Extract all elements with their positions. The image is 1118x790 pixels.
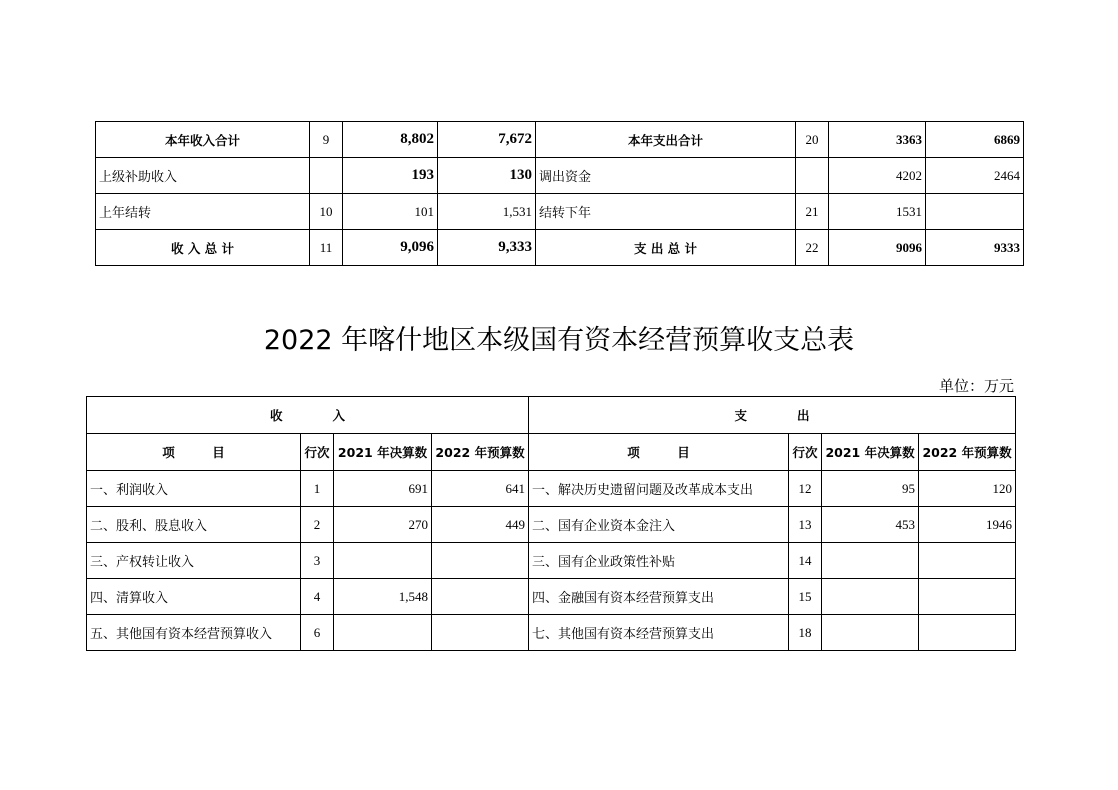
income-2022-cell (432, 579, 529, 615)
expense-section-header: 支 出 (529, 397, 1016, 434)
income-item-cell: 一、利润收入 (87, 471, 301, 507)
income-2022-cell: 7,672 (438, 122, 536, 158)
expense-item-header: 项 目 (529, 434, 789, 471)
income-line-cell: 10 (310, 194, 343, 230)
expense-2022-cell: 6869 (926, 122, 1024, 158)
income-line-cell (310, 158, 343, 194)
top-table-row (96, 158, 1024, 194)
expense-item-cell: 一、解决历史遗留问题及改革成本支出 (529, 471, 789, 507)
expense-2022-cell: 2464 (926, 158, 1024, 194)
budget-table-body (87, 397, 1016, 651)
income-2022-cell (432, 543, 529, 579)
column-header-row (87, 434, 1016, 471)
budget-table (86, 396, 1016, 651)
income-2022-cell: 1,531 (438, 194, 536, 230)
expense-2021-cell (822, 579, 919, 615)
expense-2021-cell: 95 (822, 471, 919, 507)
page-title: 2022 年喀什地区本级国有资本经营预算收支总表 (263, 325, 855, 356)
expense-2022-cell: 120 (919, 471, 1016, 507)
income-line-cell: 2 (301, 507, 334, 543)
table-row (87, 507, 1016, 543)
income-label-cell: 上级补助收入 (96, 158, 310, 194)
expense-2021-cell: 9096 (829, 230, 926, 266)
expense-line-cell: 22 (796, 230, 829, 266)
expense-2021-cell: 4202 (829, 158, 926, 194)
income-line-cell: 4 (301, 579, 334, 615)
expense-2022-header: 2022 年预算数 (919, 434, 1016, 471)
expense-2022-cell (919, 543, 1016, 579)
top-table-row (96, 230, 1024, 266)
expense-line-cell: 21 (796, 194, 829, 230)
expense-2021-cell: 1531 (829, 194, 926, 230)
income-line-cell: 1 (301, 471, 334, 507)
income-2022-cell: 130 (438, 158, 536, 194)
income-line-header: 行次 (301, 434, 334, 471)
income-item-cell: 二、股利、股息收入 (87, 507, 301, 543)
top-summary-table (95, 121, 1024, 266)
income-label-cell: 本年收入合计 (96, 122, 310, 158)
income-2022-cell: 9,333 (438, 230, 536, 266)
income-item-cell: 三、产权转让收入 (87, 543, 301, 579)
expense-2022-cell (926, 194, 1024, 230)
income-2021-header: 2021 年决算数 (334, 434, 432, 471)
expense-2022-cell: 9333 (926, 230, 1024, 266)
table-row (87, 543, 1016, 579)
expense-label-cell: 本年支出合计 (536, 122, 796, 158)
top-table-body (96, 122, 1024, 266)
income-2021-cell (334, 615, 432, 651)
top-table-row (96, 194, 1024, 230)
income-line-cell: 6 (301, 615, 334, 651)
income-line-cell: 9 (310, 122, 343, 158)
income-2022-cell: 449 (432, 507, 529, 543)
income-section-header: 收 入 (87, 397, 529, 434)
unit-label: 单位：万元 (938, 377, 1014, 395)
income-2021-cell: 270 (334, 507, 432, 543)
expense-line-cell: 12 (789, 471, 822, 507)
expense-line-cell: 13 (789, 507, 822, 543)
table-row (87, 471, 1016, 507)
income-2021-cell: 9,096 (343, 230, 438, 266)
expense-line-cell: 18 (789, 615, 822, 651)
table-row (87, 615, 1016, 651)
expense-line-cell: 20 (796, 122, 829, 158)
expense-2021-cell (822, 615, 919, 651)
income-label-cell: 上年结转 (96, 194, 310, 230)
income-2022-header: 2022 年预算数 (432, 434, 529, 471)
income-2021-cell: 1,548 (334, 579, 432, 615)
table-row (87, 579, 1016, 615)
income-item-cell: 四、清算收入 (87, 579, 301, 615)
expense-item-cell: 七、其他国有资本经营预算支出 (529, 615, 789, 651)
expense-2021-header: 2021 年决算数 (822, 434, 919, 471)
income-2021-cell: 193 (343, 158, 438, 194)
expense-2021-cell (822, 543, 919, 579)
income-2021-cell: 691 (334, 471, 432, 507)
expense-item-cell: 四、金融国有资本经营预算支出 (529, 579, 789, 615)
expense-2021-cell: 3363 (829, 122, 926, 158)
expense-item-cell: 二、国有企业资本金注入 (529, 507, 789, 543)
expense-label-cell: 结转下年 (536, 194, 796, 230)
expense-item-cell: 三、国有企业政策性补贴 (529, 543, 789, 579)
income-item-cell: 五、其他国有资本经营预算收入 (87, 615, 301, 651)
expense-2022-cell (919, 615, 1016, 651)
section-header-row (87, 397, 1016, 434)
expense-label-cell: 调出资金 (536, 158, 796, 194)
expense-line-cell (796, 158, 829, 194)
expense-line-cell: 14 (789, 543, 822, 579)
top-table-row (96, 122, 1024, 158)
income-line-cell: 11 (310, 230, 343, 266)
income-2021-cell: 101 (343, 194, 438, 230)
expense-line-cell: 15 (789, 579, 822, 615)
income-line-cell: 3 (301, 543, 334, 579)
expense-2021-cell: 453 (822, 507, 919, 543)
income-2021-cell (334, 543, 432, 579)
income-2021-cell: 8,802 (343, 122, 438, 158)
income-label-cell: 收 入 总 计 (96, 230, 310, 266)
expense-line-header: 行次 (789, 434, 822, 471)
expense-label-cell: 支 出 总 计 (536, 230, 796, 266)
income-item-header: 项 目 (87, 434, 301, 471)
expense-2022-cell (919, 579, 1016, 615)
expense-2022-cell: 1946 (919, 507, 1016, 543)
income-2022-cell: 641 (432, 471, 529, 507)
income-2022-cell (432, 615, 529, 651)
